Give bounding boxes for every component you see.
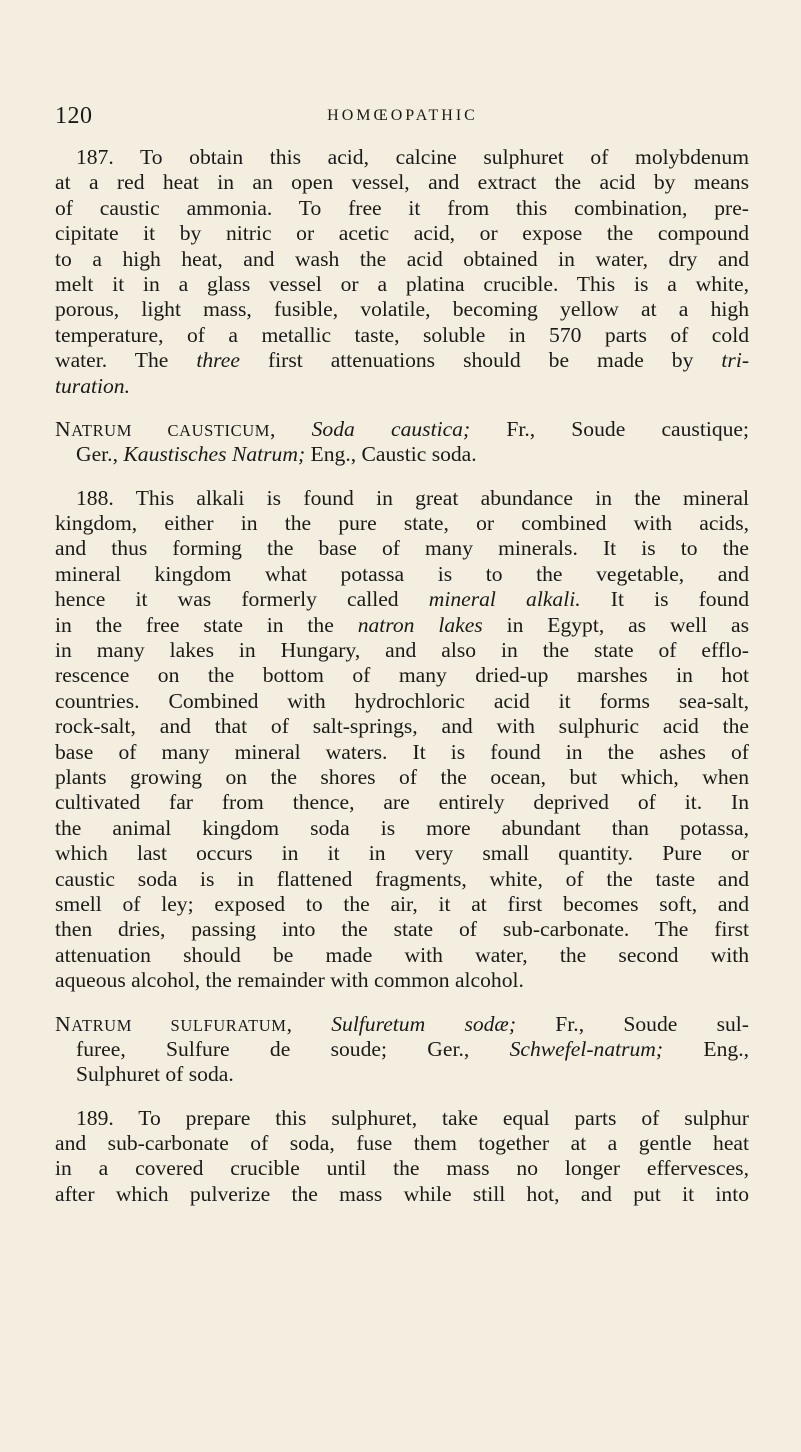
text-line: which last occurs in it in very small quantity. Pure or (55, 841, 749, 866)
text-line: the animal kingdom soda is more abundant than potassa, (55, 815, 749, 840)
text-line: and sub-carbonate of soda, fuse them together at a gentle heat (55, 1131, 749, 1156)
running-head: HOMŒOPATHIC (327, 107, 478, 124)
text-line: rock-salt, and that of salt-springs, and with sulphuric acid the (55, 714, 749, 739)
text-line: 189. To prepare this sulphuret, take equal parts of sulphur (76, 1105, 749, 1130)
page-number: 120 (55, 103, 93, 129)
text-line: and thus forming the base of many minerals. It is to the (55, 536, 749, 561)
text-line: rescence on the bottom of many dried-up marshes in hot (55, 663, 749, 688)
text-line: hence it was formerly called mineral alkali. It is found (55, 587, 749, 612)
text-line: base of many mineral waters. It is found in the ashes of (55, 739, 749, 764)
text-line: water. The three first attenuations should be made by tri- (55, 348, 750, 373)
entry-heading-continuation: Sulphuret of soda. (76, 1062, 234, 1087)
entry-heading: NATRUM SULFURATUM, Sulfuretum sodæ; Fr., Soude sul- (55, 1011, 749, 1036)
text-line: cultivated far from thence, are entirely deprived of it. In (55, 790, 749, 815)
text-line: kingdom, either in the pure state, or combined with acids, (55, 511, 749, 536)
page-body (55, 145, 749, 1207)
text-line: smell of ley; exposed to the air, it at first becomes soft, and (55, 891, 749, 916)
entry-heading-continuation: furee, Sulfure de soude; Ger., Schwefel-natrum; Eng., (76, 1036, 749, 1061)
entry-heading-continuation: Ger., Kaustisches Natrum; Eng., Caustic soda. (76, 442, 477, 467)
text-line: in the free state in the natron lakes in Egypt, as well as (55, 612, 749, 637)
text-line: attenuation should be made with water, the second with (55, 942, 749, 967)
paragraph-gap (55, 994, 749, 1012)
text-line: after which pulverize the mass while still hot, and put it into (55, 1181, 749, 1206)
text-line: turation. (55, 373, 130, 398)
text-line: countries. Combined with hydrochloric acid it forms sea-salt, (55, 688, 749, 713)
text-line: porous, light mass, fusible, volatile, becoming yellow at a high (55, 297, 749, 322)
text-line: aqueous alcohol, the remainder with common alcohol. (55, 968, 524, 993)
paragraph-gap (55, 399, 749, 417)
text-line: mineral kingdom what potassa is to the vegetable, and (55, 561, 749, 586)
text-line: 188. This alkali is found in great abundance in the mineral (76, 485, 749, 510)
text-line: caustic soda is in flattened fragments, white, of the taste and (55, 866, 749, 891)
text-line: 187. To obtain this acid, calcine sulphuret of molybdenum (76, 145, 749, 169)
text-line: in a covered crucible until the mass no longer effervesces, (55, 1156, 749, 1181)
text-line: in many lakes in Hungary, and also in the state of efflo- (55, 638, 749, 663)
entry-heading: NATRUM CAUSTICUM, Soda caustica; Fr., Soude caustique; (55, 416, 749, 441)
text-line: plants growing on the shores of the ocean, but which, when (55, 764, 749, 789)
text-line: cipitate it by nitric or acetic acid, or expose the compound (55, 221, 749, 246)
paragraph-gap (55, 468, 749, 486)
text-line: temperature, of a metallic taste, soluble in 570 parts of cold (55, 322, 749, 347)
text-line: at a red heat in an open vessel, and extract the acid by means (55, 170, 749, 195)
text-line: of caustic ammonia. To free it from this combination, pre- (55, 195, 749, 220)
text-line: to a high heat, and wash the acid obtained in water, dry and (55, 246, 749, 271)
page-header (55, 98, 750, 134)
text-line: then dries, passing into the state of sub-carbonate. The first (55, 917, 749, 942)
text-line: melt it in a glass vessel or a platina crucible. This is a white, (55, 271, 749, 296)
paragraph-gap (55, 1088, 749, 1106)
